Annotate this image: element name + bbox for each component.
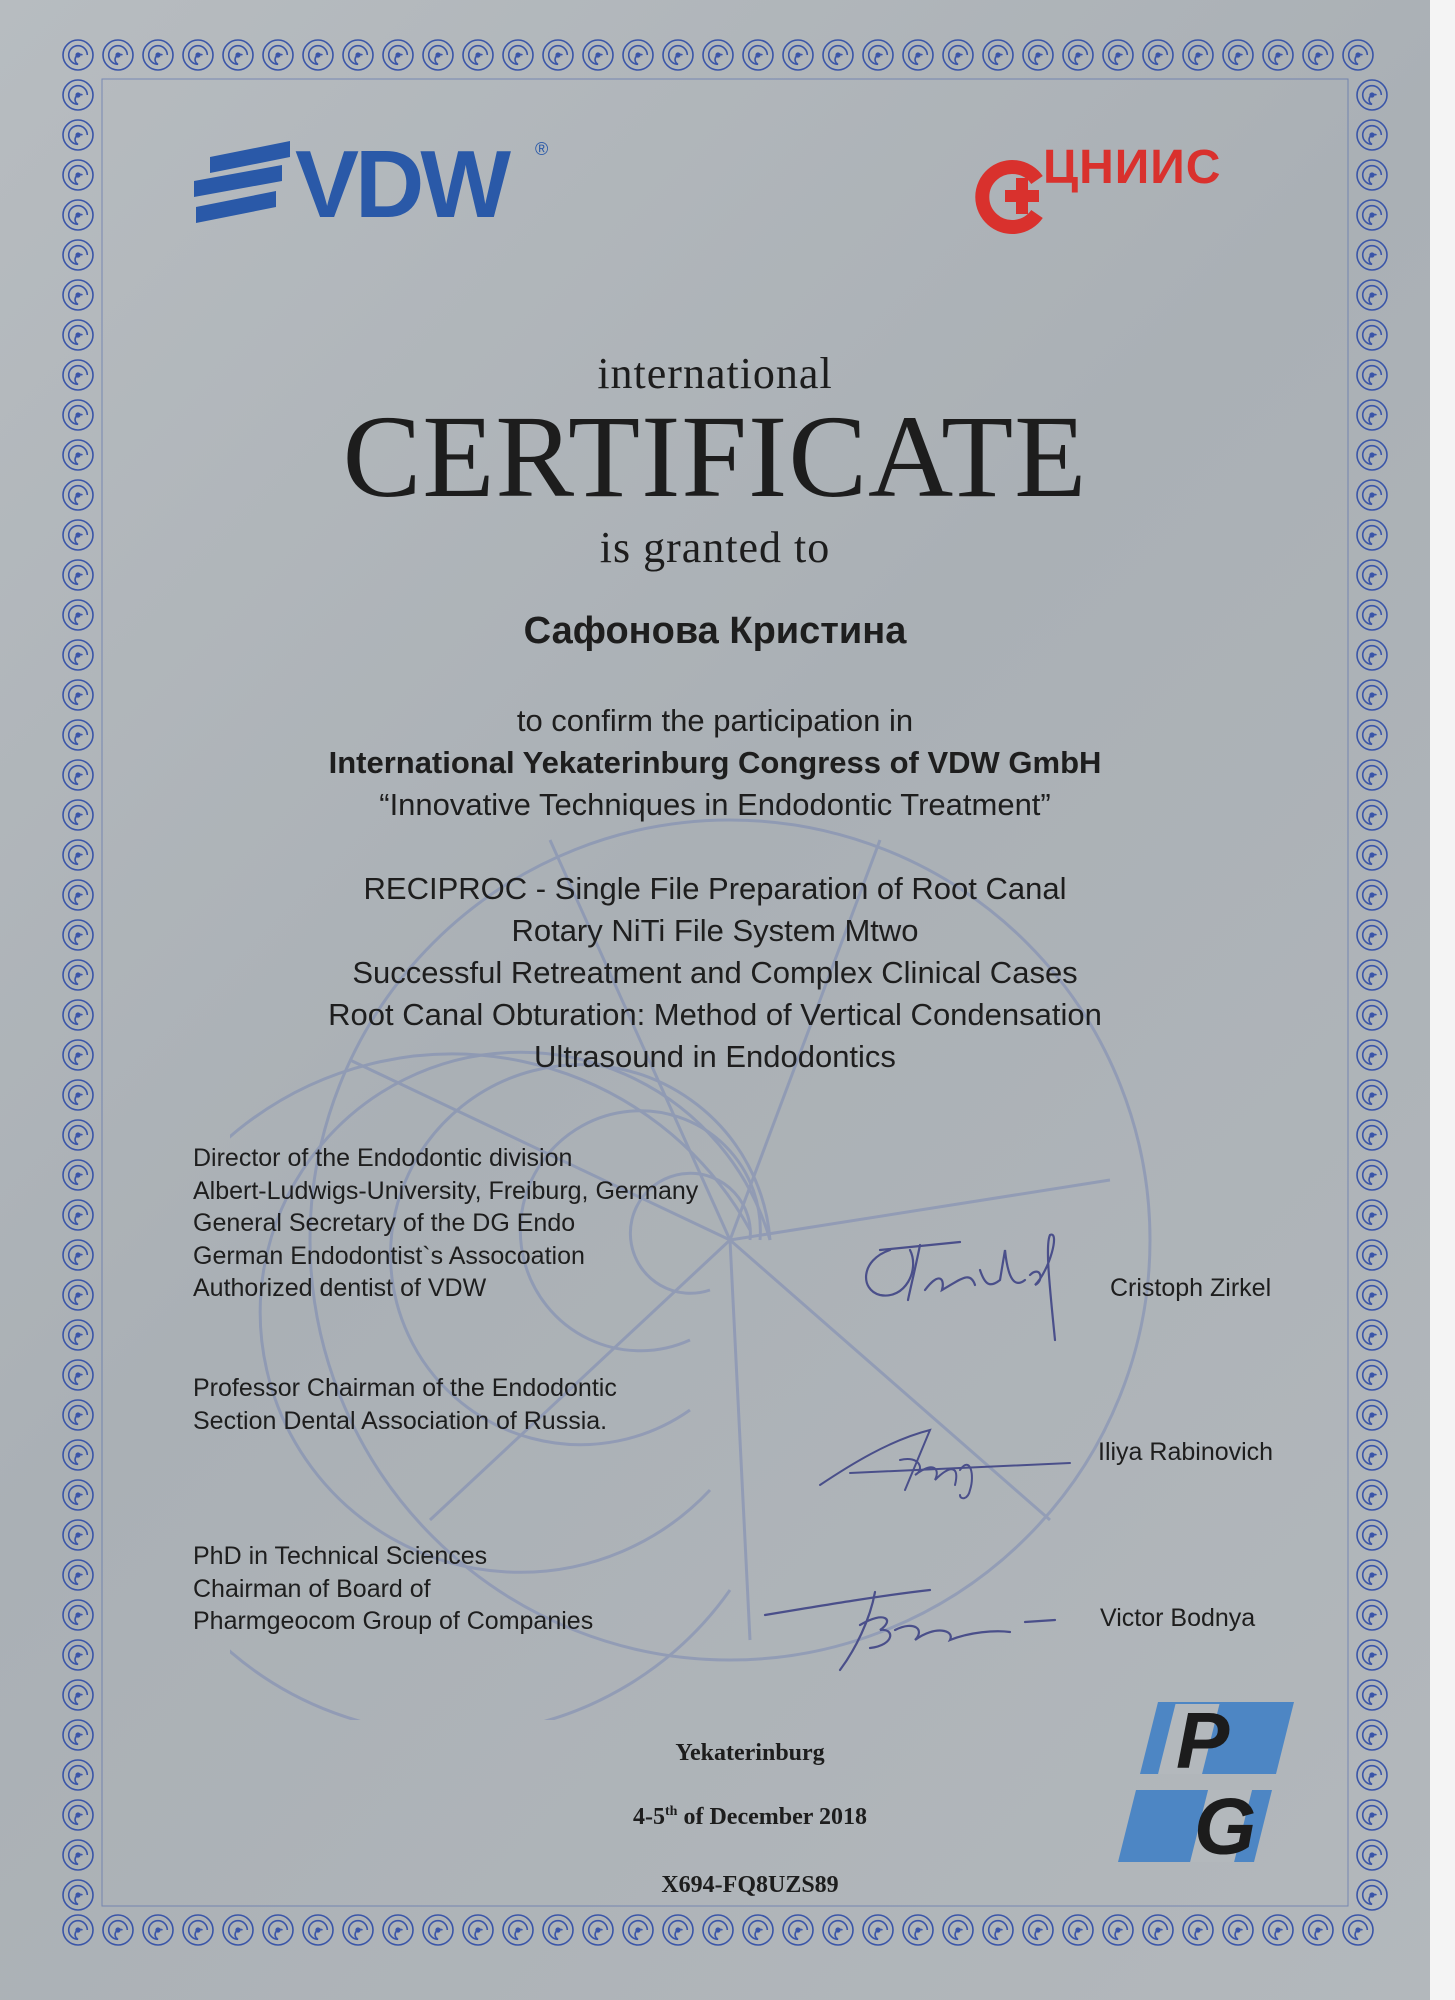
signatory-title: German Endodontist`s Assocoation [193, 1241, 585, 1270]
border-shell-icon [1357, 1360, 1387, 1390]
border-shell-icon [743, 40, 773, 70]
signatory-title: Professor Chairman of the Endodontic [193, 1374, 617, 1402]
border-shell-icon [63, 1480, 93, 1510]
signatory-title: General Secretary of the DG Endo [193, 1209, 576, 1237]
border-shell-icon [63, 1200, 93, 1230]
border-shell-icon [63, 1400, 93, 1430]
border-shell-icon [103, 1915, 133, 1945]
heading-granted: is granted to [599, 523, 831, 572]
vdw-logo [190, 131, 570, 238]
border-shell-icon [1357, 840, 1387, 870]
border-shell-icon [1063, 1915, 1093, 1945]
signature-bodnya-icon [755, 1570, 1065, 1680]
signatory-1-titles [193, 1142, 698, 1305]
topic-item: RECIPROC - Single File Preparation of Root Canal [363, 871, 1067, 906]
border-shell-icon [543, 1915, 573, 1945]
border-shell-icon [63, 1520, 93, 1550]
border-shell-icon [63, 1280, 93, 1310]
border-shell-icon [1357, 280, 1387, 310]
border-shell-icon [1357, 80, 1387, 110]
border-shell-icon [1357, 160, 1387, 190]
signatory-title: Director of the Endodontic division [193, 1144, 573, 1172]
border-shell-icon [623, 40, 653, 70]
border-shell-icon [63, 1360, 93, 1390]
border-shell-icon [1063, 40, 1093, 70]
border-shell-icon [63, 1440, 93, 1470]
heading-international: international [597, 349, 833, 398]
border-shell-icon [223, 1915, 253, 1945]
pg-logo-icon [1118, 1702, 1294, 1866]
border-shell-icon [63, 320, 93, 350]
border-shell-icon [63, 1320, 93, 1350]
border-shell-icon [983, 40, 1013, 70]
border-shell-icon [863, 1915, 893, 1945]
border-shell-icon [703, 40, 733, 70]
border-shell-icon [903, 1915, 933, 1945]
vdw-logo-text: VDW [295, 131, 507, 238]
border-shell-icon [1357, 1600, 1387, 1630]
border-shell-icon [63, 1915, 93, 1945]
border-shell-icon [1263, 40, 1293, 70]
border-shell-icon [63, 120, 93, 150]
border-shell-icon [1357, 1480, 1387, 1510]
border-shell-icon [1357, 320, 1387, 350]
border-shell-icon [1357, 1520, 1387, 1550]
signatory-title: PhD in Technical Sciences [193, 1542, 488, 1570]
border-shell-icon [383, 40, 413, 70]
border-shell-icon [1223, 1915, 1253, 1945]
border-shell-icon [583, 1915, 613, 1945]
border-shell-icon [1023, 1915, 1053, 1945]
border-shell-icon [1357, 200, 1387, 230]
city: Yekaterinburg [675, 1740, 825, 1766]
signatory-3-name: Victor Bodnya [1100, 1604, 1256, 1632]
confirm-text: to confirm the participation in [516, 703, 914, 738]
border-shell-icon [183, 1915, 213, 1945]
border-shell-icon [63, 840, 93, 870]
border-shell-icon [1103, 40, 1133, 70]
border-shell-icon [623, 1915, 653, 1945]
border-shell-icon [1357, 1680, 1387, 1710]
signatory-title: Pharmgeocom Group of Companies [193, 1607, 594, 1635]
border-shell-icon [863, 40, 893, 70]
heading-certificate: CERTIFICATE [342, 391, 1088, 522]
border-shell-icon [1263, 1915, 1293, 1945]
border-shell-icon [1303, 40, 1333, 70]
border-shell-icon [63, 1160, 93, 1190]
border-shell-icon [703, 1915, 733, 1945]
border-shell-icon [1223, 40, 1253, 70]
cniis-logo-text: ЦНИИС [1043, 141, 1222, 194]
border-shell-icon [543, 40, 573, 70]
scan-edge [1430, 0, 1455, 2000]
border-shell-icon [263, 1915, 293, 1945]
border-shell-icon [1103, 1915, 1133, 1945]
border-shell-icon [903, 40, 933, 70]
border-shell-icon [663, 40, 693, 70]
topic-item: Ultrasound in Endodontics [534, 1039, 896, 1074]
border-shell-icon [1357, 1640, 1387, 1670]
border-shell-icon [63, 1120, 93, 1150]
border-shell-icon [1357, 1240, 1387, 1270]
topic-item: Successful Retreatment and Complex Clinical Cases [352, 955, 1078, 990]
border-shell-icon [1357, 1280, 1387, 1310]
date-prefix: 4-5 [633, 1804, 666, 1830]
border-shell-icon [103, 40, 133, 70]
border-shell-icon [63, 80, 93, 110]
border-shell-icon [423, 40, 453, 70]
border-shell-icon [1357, 1200, 1387, 1230]
signatory-1-name: Cristoph Zirkel [1110, 1274, 1272, 1302]
border-shell-icon [63, 280, 93, 310]
svg-text:G: G [1194, 1782, 1257, 1866]
signatory-title: Authorized dentist of VDW [193, 1274, 487, 1302]
border-shell-icon [503, 1915, 533, 1945]
border-shell-icon [63, 1600, 93, 1630]
border-shell-icon [783, 40, 813, 70]
signatory-title: Section Dental Association of Russia. [193, 1406, 608, 1435]
certificate-code: X694-FQ8UZS89 [661, 1872, 839, 1898]
vdw-registered-mark: ® [535, 139, 549, 159]
border-shell-icon [1357, 1560, 1387, 1590]
signatory-2-name: Iliya Rabinovich [1098, 1438, 1274, 1466]
border-shell-icon [1303, 1915, 1333, 1945]
border-shell-icon [1357, 1840, 1387, 1870]
border-shell-icon [1357, 1120, 1387, 1150]
border-shell-icon [63, 200, 93, 230]
border-shell-icon [1357, 240, 1387, 270]
border-shell-icon [1183, 40, 1213, 70]
border-shell-icon [743, 1915, 773, 1945]
cniis-logo [975, 140, 1295, 240]
border-shell-icon [63, 1680, 93, 1710]
border-shell-icon [63, 1080, 93, 1110]
border-shell-icon [63, 1640, 93, 1670]
border-shell-icon [1357, 1400, 1387, 1430]
border-shell-icon [463, 40, 493, 70]
border-shell-icon [463, 1915, 493, 1945]
topic-list [0, 868, 1430, 1078]
border-shell-icon [303, 1915, 333, 1945]
recipient-name: Сафонова Кристина [523, 610, 907, 652]
border-shell-icon [1357, 1440, 1387, 1470]
border-shell-icon [1357, 1160, 1387, 1190]
border-shell-icon [823, 40, 853, 70]
topic-item: Rotary NiTi File System Mtwo [511, 913, 919, 948]
border-shell-icon [143, 40, 173, 70]
congress-name: International Yekaterinburg Congress of VDW GmbH [328, 745, 1102, 780]
border-shell-icon [423, 1915, 453, 1945]
topic-item: Root Canal Obturation: Method of Vertical Condensation [328, 997, 1102, 1032]
border-shell-icon [1357, 1080, 1387, 1110]
border-shell-icon [1343, 1915, 1373, 1945]
date-rest: of December 2018 [677, 1804, 867, 1830]
signature-zirkel-icon [850, 1210, 1080, 1350]
border-shell-icon [343, 40, 373, 70]
vdw-stripes-icon [190, 135, 300, 235]
border-shell-icon [1183, 1915, 1213, 1945]
border-shell-icon [63, 240, 93, 270]
border-shell-icon [1143, 1915, 1173, 1945]
border-shell-icon [1357, 120, 1387, 150]
svg-text:P: P [1176, 1702, 1230, 1785]
border-shell-icon [1357, 1320, 1387, 1350]
border-shell-icon [823, 1915, 853, 1945]
signatory-3-titles [193, 1540, 593, 1638]
border-shell-icon [263, 40, 293, 70]
border-shell-icon [783, 1915, 813, 1945]
border-shell-icon [983, 1915, 1013, 1945]
border-shell-icon [583, 40, 613, 70]
congress-theme: “Innovative Techniques in Endodontic Treatment” [379, 787, 1051, 822]
border-shell-icon [63, 1560, 93, 1590]
signature-rabinovich-icon [810, 1415, 1080, 1505]
date-suffix-ordinal: th [665, 1804, 678, 1819]
border-shell-icon [503, 40, 533, 70]
border-shell-icon [143, 1915, 173, 1945]
border-shell-icon [343, 1915, 373, 1945]
border-shell-icon [303, 40, 333, 70]
border-shell-icon [383, 1915, 413, 1945]
border-shell-icon [943, 1915, 973, 1945]
border-shell-icon [63, 160, 93, 190]
signatory-title: Albert-Ludwigs-University, Freiburg, Germany [193, 1176, 699, 1205]
border-shell-icon [1343, 40, 1373, 70]
border-shell-icon [1143, 40, 1173, 70]
border-shell-icon [183, 40, 213, 70]
border-shell-icon [1023, 40, 1053, 70]
signatory-title: Chairman of Board of [193, 1574, 431, 1603]
border-shell-icon [663, 1915, 693, 1945]
border-shell-icon [63, 40, 93, 70]
border-shell-icon [223, 40, 253, 70]
signatory-2-titles [193, 1372, 617, 1437]
border-shell-icon [63, 1840, 93, 1870]
border-shell-icon [63, 1240, 93, 1270]
border-shell-icon [943, 40, 973, 70]
